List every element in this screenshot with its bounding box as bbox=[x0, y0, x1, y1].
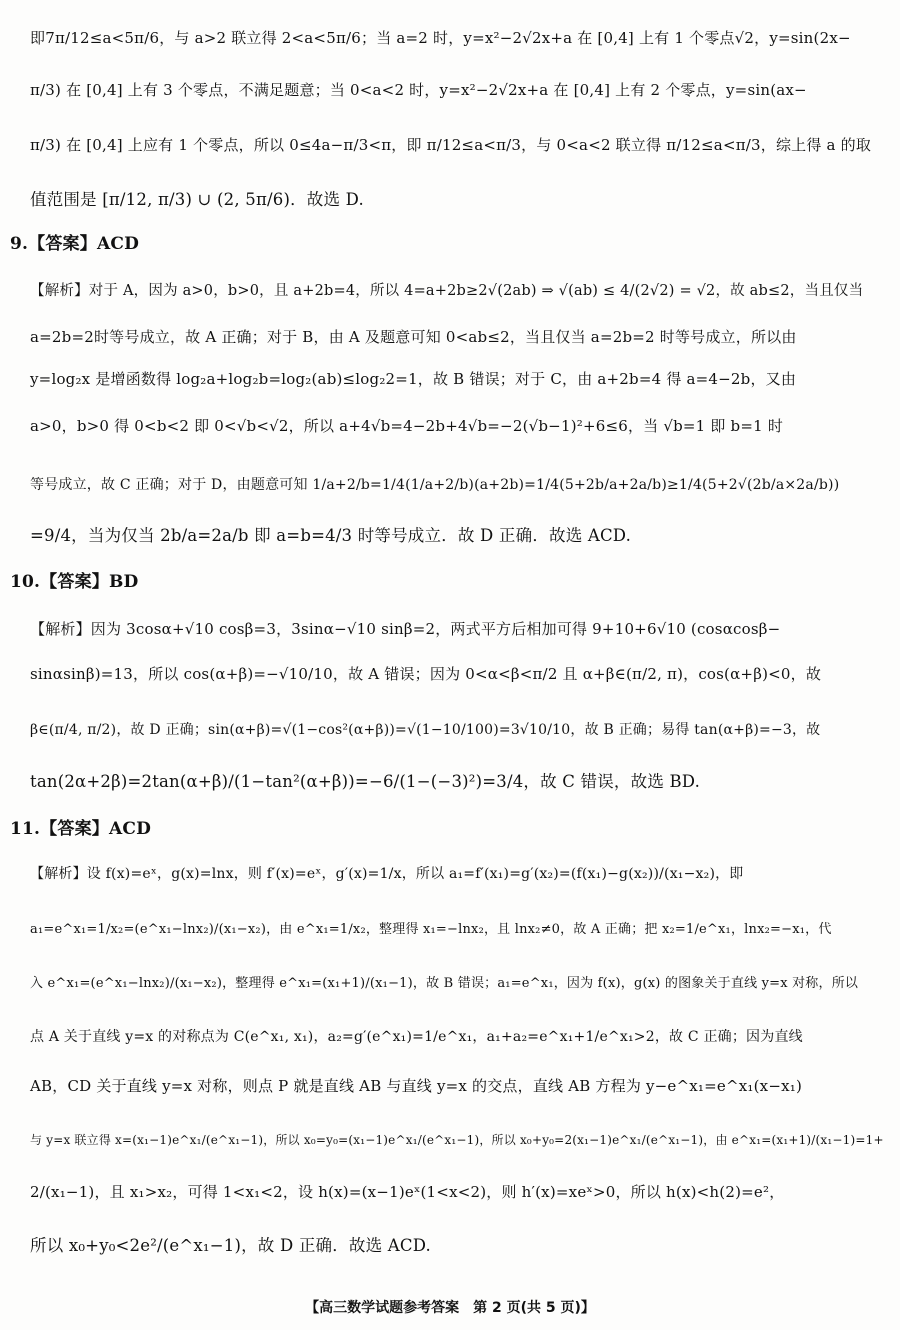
text-line: tan(2α+2β)=2tan(α+β)/(1−tan²(α+β))=−6/(1−(−3)²)=3/4，故 C 错误，故选 BD. bbox=[30, 772, 701, 791]
text-line: a₁=e^x₁=1/x₂=(e^x₁−lnx₂)/(x₁−x₂)，由 e^x₁=1/x₂，整理得 x₁=−lnx₂，且 lnx₂≠0，故 A 正确；把 x₂=1/e^x₁，lnx₂=−x₁，代 bbox=[30, 922, 832, 937]
text-line: =9/4，当为仅当 2b/a=2a/b 即 a=b=4/3 时等号成立．故 D 正确．故选 ACD. bbox=[30, 526, 632, 545]
text-line: a=2b=2时等号成立，故 A 正确；对于 B，由 A 及题意可知 0<ab≤2，当且仅当 a=2b=2 时等号成立，所以由 bbox=[30, 328, 797, 346]
text-line: β∈(π/4, π/2)，故 D 正确；sin(α+β)=√(1−cos²(α+β))=√(1−10/100)=3√10/10，故 B 正确；易得 tan(α+β)=−3，故 bbox=[30, 722, 821, 738]
text-line: 等号成立，故 C 正确；对于 D，由题意可知 1/a+2/b=1/4(1/a+2/b)(a+2b)=1/4(5+2b/a+2a/b)≥1/4(5+2√(2b/a×2a/b)) bbox=[30, 477, 840, 493]
text-line: 与 y=x 联立得 x=(x₁−1)e^x₁/(e^x₁−1)，所以 x₀=y₀=(x₁−1)e^x₁/(e^x₁−1)，所以 x₀+y₀=2(x₁−1)e^x₁/(e^x₁−1)，由 e^x₁=(x₁+1)/(x₁−1)=1+ bbox=[30, 1133, 884, 1147]
text-line: 即7π/12≤a<5π/6，与 a>2 联立得 2<a<5π/6；当 a=2 时，y=x²−2√2x+a 在 [0,4] 上有 1 个零点√2，y=sin(2x− bbox=[30, 29, 851, 47]
text-line: AB，CD 关于直线 y=x 对称，则点 P 就是直线 AB 与直线 y=x 的交点，直线 AB 方程为 y−e^x₁=e^x₁(x−x₁) bbox=[30, 1077, 803, 1095]
text-line: 【解析】因为 3cosα+√10 cosβ=3，3sinα−√10 sinβ=2，两式平方后相加可得 9+10+6√10 (cosαcosβ− bbox=[30, 620, 781, 638]
text-line: 2/(x₁−1)，且 x₁>x₂，可得 1<x₁<2，设 h(x)=(x−1)eˣ(1<x<2)，则 h′(x)=xeˣ>0，所以 h(x)<h(2)=e²， bbox=[30, 1183, 785, 1201]
text-line: π/3) 在 [0,4] 上应有 1 个零点，所以 0≤4a−π/3<π，即 π/12≤a<π/3，与 0<a<2 联立得 π/12≤a<π/3，综上得 a 的取 bbox=[30, 136, 872, 154]
answer-heading-10: 10.【答案】BD bbox=[10, 572, 139, 592]
text-line: 值范围是 [π/12, π/3) ∪ (2, 5π/6)．故选 D. bbox=[30, 190, 364, 209]
answer-heading-9: 9.【答案】ACD bbox=[10, 234, 140, 254]
text-line: a>0，b>0 得 0<b<2 即 0<√b<√2，所以 a+4√b=4−2b+4√b=−2(√b−1)²+6≤6，当 √b=1 即 b=1 时 bbox=[30, 417, 784, 435]
text-line: 【解析】设 f(x)=eˣ，g(x)=lnx，则 f′(x)=eˣ，g′(x)=1/x，所以 a₁=f′(x₁)=g′(x₂)=(f(x₁)−g(x₂))/(x₁−x₂)，即 bbox=[30, 866, 744, 882]
answer-heading-11: 11.【答案】ACD bbox=[10, 819, 152, 839]
text-line: sinαsinβ)=13，所以 cos(α+β)=−√10/10，故 A 错误；因为 0<α<β<π/2 且 α+β∈(π/2, π)，cos(α+β)<0，故 bbox=[30, 665, 822, 683]
text-line: π/3) 在 [0,4] 上有 3 个零点，不满足题意；当 0<a<2 时，y=x²−2√2x+a 在 [0,4] 上有 2 个零点，y=sin(ax− bbox=[30, 81, 807, 99]
text-line: 【解析】对于 A，因为 a>0，b>0，且 a+2b=4，所以 4=a+2b≥2√(2ab) ⇒ √(ab) ≤ 4/(2√2) = √2，故 ab≤2，当且仅当 bbox=[30, 283, 864, 299]
text-line: 点 A 关于直线 y=x 的对称点为 C(e^x₁, x₁)，a₂=g′(e^x₁)=1/e^x₁，a₁+a₂=e^x₁+1/e^x₁>2，故 C 正确；因为直线 bbox=[30, 1029, 803, 1045]
text-line: 所以 x₀+y₀<2e²/(e^x₁−1)，故 D 正确．故选 ACD. bbox=[30, 1236, 431, 1255]
page-footer: 【高三数学试题参考答案 第 2 页(共 5 页)】 bbox=[305, 1300, 595, 1316]
text-line: 入 e^x₁=(e^x₁−lnx₂)/(x₁−x₂)，整理得 e^x₁=(x₁+1)/(x₁−1)，故 B 错误；a₁=e^x₁，因为 f(x)，g(x) 的图象关于直线 y=x 对称，所以 bbox=[30, 976, 859, 991]
text-line: y=log₂x 是增函数得 log₂a+log₂b=log₂(ab)≤log₂2=1，故 B 错误；对于 C，由 a+2b=4 得 a=4−2b，又由 bbox=[30, 370, 797, 388]
